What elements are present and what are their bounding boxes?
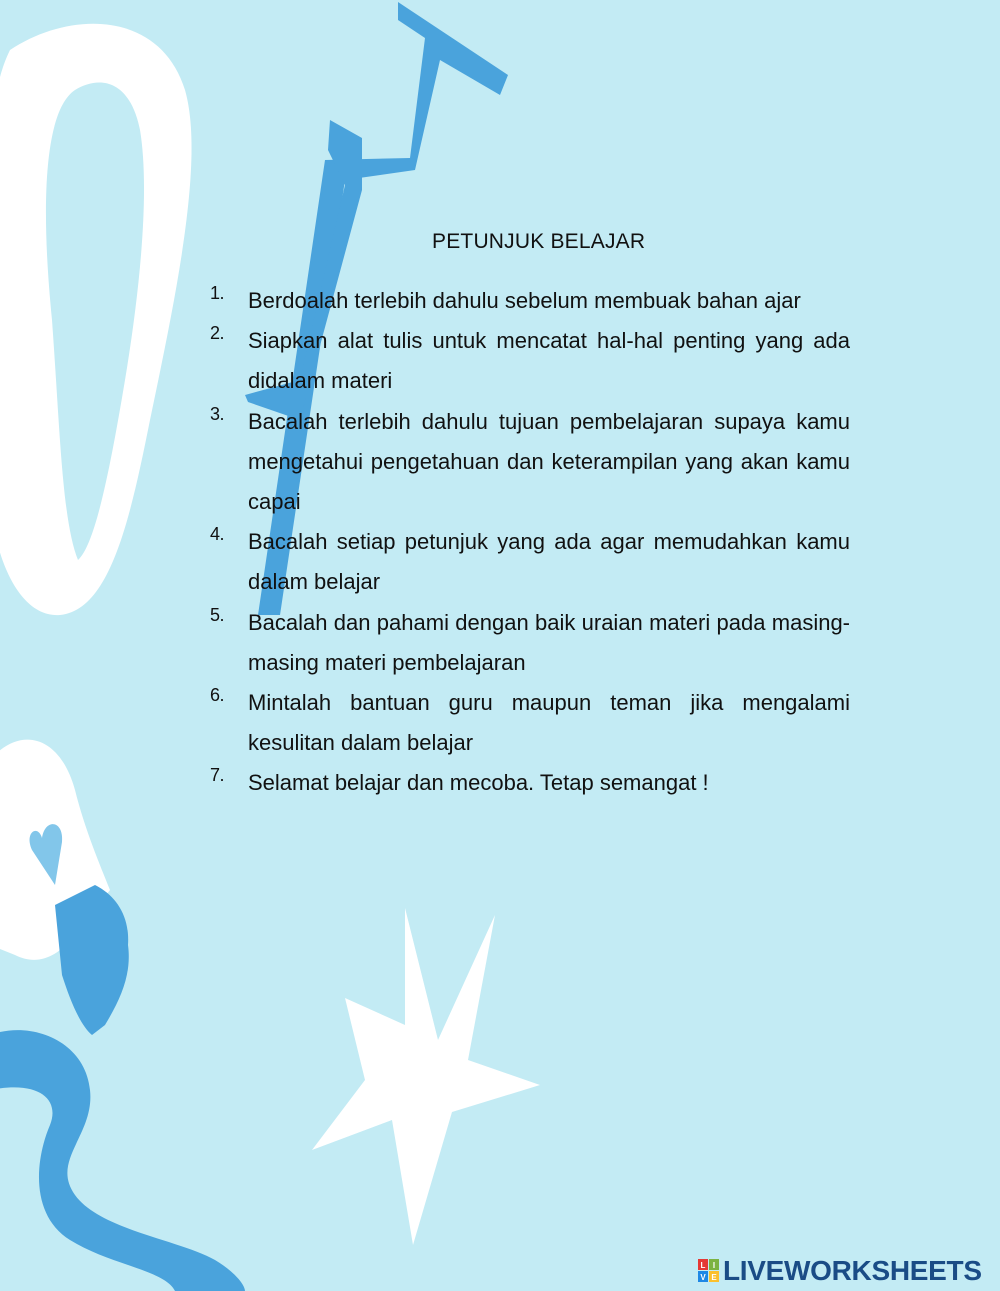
liveworksheets-logo-text: LIVEWORKSHEETS <box>723 1255 982 1286</box>
logo-letter: L <box>700 1261 706 1270</box>
logo-letter: V <box>700 1273 706 1282</box>
item-text: Bacalah dan pahami dengan baik uraian materi pada masing-masing materi pembelajaran <box>248 609 850 675</box>
item-number: 3. <box>210 403 225 424</box>
item-text: Selamat belajar dan mecoba. Tetap semangat ! <box>248 770 709 796</box>
list-item <box>210 402 850 523</box>
item-text: Bacalah terlebih dahulu tujuan pembelajaran supaya kamu mengetahui pengetahuan dan keterampilan yang akan kamu capai <box>248 408 850 515</box>
list-item <box>210 683 850 763</box>
item-text: Mintalah bantuan guru maupun teman jika mengalami kesulitan dalam belajar <box>248 690 850 756</box>
item-number: 2. <box>210 323 225 344</box>
list-item <box>210 522 850 602</box>
logo-letter: E <box>711 1273 717 1282</box>
list-item <box>210 763 850 803</box>
item-number: 1. <box>210 283 225 303</box>
item-number: 6. <box>210 685 225 706</box>
logo-letter: I <box>712 1261 716 1270</box>
item-text: Berdoalah terlebih dahulu sebelum membuak bahan ajar <box>248 288 801 313</box>
list-item <box>210 321 850 401</box>
liveworksheets-logo-icon <box>698 1259 720 1283</box>
instruction-list <box>210 281 850 804</box>
item-text: Bacalah setiap petunjuk yang ada agar memudahkan kamu dalam belajar <box>248 529 850 595</box>
item-number: 4. <box>210 524 225 545</box>
list-item <box>210 281 850 321</box>
item-number: 7. <box>210 765 225 786</box>
item-text: Siapkan alat tulis untuk mencatat hal-hal penting yang ada didalam materi <box>248 328 850 394</box>
page-title: PETUNJUK BELAJAR <box>432 230 646 253</box>
list-item <box>210 603 850 683</box>
liveworksheets-logo[interactable] <box>698 1255 982 1287</box>
item-number: 5. <box>210 604 225 625</box>
